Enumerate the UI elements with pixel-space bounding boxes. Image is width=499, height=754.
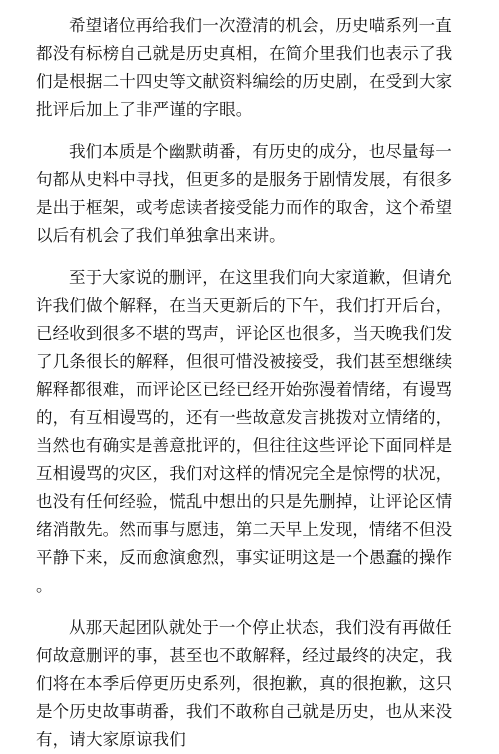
text-line: 至于大家说的删评，在这里我们向大家道歉，但请允 — [69, 268, 452, 287]
text-line: 许我们做个解释，在当天更新后的下午，我们打开后台， — [36, 296, 453, 315]
text-line: 们是根据二十四史等文献资料编绘的历史剧，在受到大家 — [36, 72, 453, 91]
text-line: 。 — [36, 576, 53, 595]
text-line: 以后有机会了我们单独拿出来讲。 — [36, 226, 286, 245]
text-line: 的，有互相谩骂的，还有一些故意发言挑拨对立情绪的， — [36, 408, 453, 427]
text-line: 已经收到很多不堪的骂声，评论区也很多，当天晚我们发 — [36, 324, 453, 343]
text-line: 当然也有确实是善意批评的，但往往这些评论下面同样是 — [36, 436, 453, 455]
text-line: 何故意删评的事，甚至也不敢解释，经过最终的决定，我 — [36, 646, 453, 665]
text-line: 互相谩骂的灾区，我们对这样的情况完全是惊愕的状况， — [36, 464, 453, 483]
text-line: 平静下来，反而愈演愈烈，事实证明这是一个愚蠢的操作 — [36, 548, 453, 567]
text-line: 有，请大家原谅我们 — [36, 730, 186, 749]
text-line: 是出于框架，或考虑读者接受能力而作的取舍，这个希望 — [36, 198, 453, 217]
text-line: 批评后加上了非严谨的字眼。 — [36, 100, 253, 119]
paragraph-apology — [36, 614, 475, 754]
text-line: 希望诸位再给我们一次澄清的机会，历史喵系列一直 — [69, 16, 452, 35]
text-line: 从那天起团队就处于一个停止状态，我们没有再做任 — [69, 618, 452, 637]
text-line: 解释都很难，而评论区已经已经开始弥漫着情绪，有谩骂 — [36, 380, 453, 399]
text-line: 绪消散先。然而事与愿违，第二天早上发现，情绪不但没 — [36, 520, 453, 539]
text-line: 们将在本季后停更历史系列，很抱歉，真的很抱歉，这只 — [36, 674, 453, 693]
text-line: 也没有任何经验，慌乱中想出的只是先删掉，让评论区情 — [36, 492, 453, 511]
paragraph-comment-deletion — [36, 264, 475, 600]
text-line: 都没有标榜自己就是历史真相，在简介里我们也表示了我 — [36, 44, 453, 63]
paragraph-clarification — [36, 12, 475, 124]
text-line: 了几条很长的解释，但很可惜没被接受，我们甚至想继续 — [36, 352, 453, 371]
text-line: 是个历史故事萌番，我们不敢称自己就是历史，也从来没 — [36, 702, 453, 721]
text-line: 句都从史料中寻找，但更多的是服务于剧情发展，有很多 — [36, 170, 453, 189]
paragraph-nature — [36, 138, 475, 250]
text-line: 我们本质是个幽默萌番，有历史的成分，也尽量每一 — [69, 142, 452, 161]
